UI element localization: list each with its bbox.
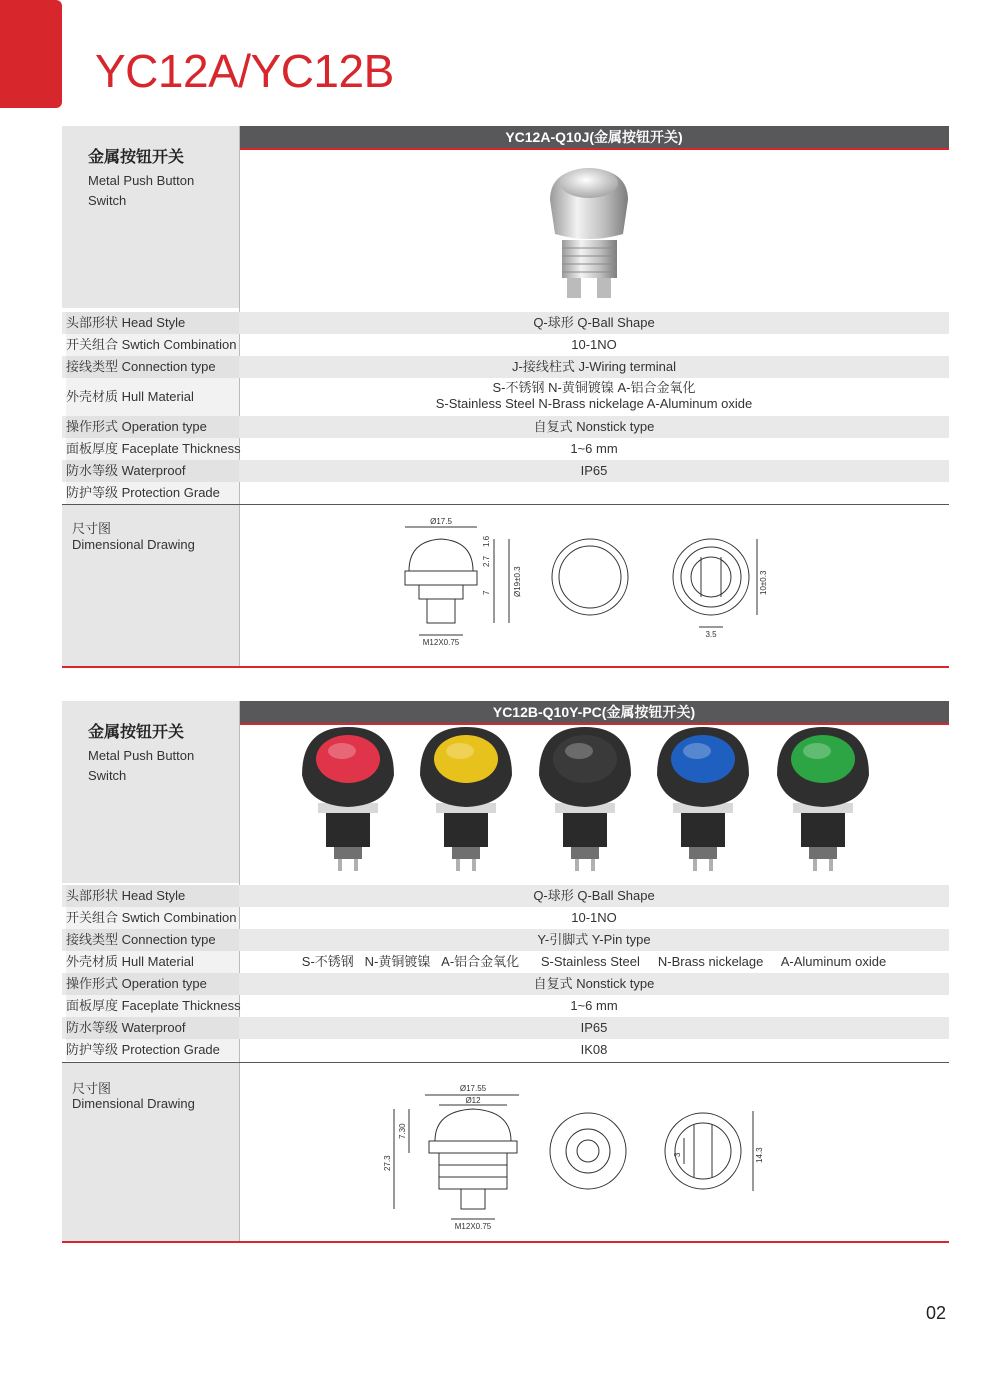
spec-label: 头部形状 Head Style <box>66 885 239 907</box>
spec-row-connection-type <box>62 356 949 378</box>
spec-label: 接线类型 Connection type <box>66 929 239 951</box>
spec-row-waterproof <box>62 1017 949 1039</box>
spec-row-operation-type <box>62 973 949 995</box>
dimension-title-cn: 尺寸图 <box>72 1081 112 1096</box>
dim-label-thread: M12X0.75 <box>454 1222 492 1231</box>
spec-row-operation-type <box>62 416 949 438</box>
section-bottom-rule <box>62 1241 949 1243</box>
dim-label-cap-height: 7.30 <box>398 1123 407 1139</box>
spec-label: 面板厚度 Faceplate Thickness <box>66 995 239 1017</box>
spec-value: 10-1NO <box>571 337 617 352</box>
button-cap-2 <box>420 727 512 871</box>
dim-label-diameter: Ø17.55 <box>459 1084 487 1093</box>
spec-row-waterproof <box>62 460 949 482</box>
spec-value: Q-球形 Q-Ball Shape <box>533 315 655 330</box>
spec-row-hull-material <box>62 951 949 973</box>
dimension-side-panel <box>62 505 239 666</box>
red-corner-tab <box>0 0 62 108</box>
spec-label: 防水等级 Waterproof <box>66 460 239 482</box>
dim-label-thread: M12X0.75 <box>422 638 460 647</box>
spec-label: 操作形式 Operation type <box>66 416 239 438</box>
spec-value: 自复式 Nonstick type <box>533 976 655 991</box>
spec-label: 接线类型 Connection type <box>66 356 239 378</box>
spec-label: 面板厚度 Faceplate Thickness <box>66 438 239 460</box>
dimension-side-panel <box>62 1063 239 1241</box>
dimension-title-cn: 尺寸图 <box>72 521 112 536</box>
spec-row-protection-grade <box>62 482 949 504</box>
dim-label-total: Ø19±0.3 <box>513 566 522 597</box>
spec-row-connection-type <box>62 929 949 951</box>
dimensional-drawing <box>239 1063 949 1241</box>
spec-value-line2: S-Stainless Steel N-Brass nickelage A-Aluminum oxide <box>435 396 753 411</box>
button-cap-5 <box>777 727 869 871</box>
dim-label-total: 27.3 <box>383 1155 392 1171</box>
button-cap-1 <box>302 727 394 871</box>
spec-value: 10-1NO <box>571 910 617 925</box>
product-side-panel <box>62 126 239 308</box>
spec-label: 防护等级 Protection Grade <box>66 482 239 504</box>
dim-label-cap-diameter: Ø12 <box>465 1096 481 1105</box>
spec-label: 外壳材质 Hull Material <box>66 951 239 973</box>
spec-row-switch-combination <box>62 334 949 356</box>
side-title: 金属按钮开关 <box>88 724 185 741</box>
product-photo <box>239 725 949 883</box>
side-subtitle: Metal Push Button Switch <box>88 748 195 783</box>
spec-label: 操作形式 Operation type <box>66 973 239 995</box>
product-header: YC12A-Q10J(金属按钮开关) <box>239 126 949 150</box>
section-bottom-rule <box>62 666 949 668</box>
colored-buttons-illustration <box>239 725 949 883</box>
spec-row-switch-combination <box>62 907 949 929</box>
spec-label: 防水等级 Waterproof <box>66 1017 239 1039</box>
spec-value: IK08 <box>580 1042 608 1057</box>
spec-row-faceplate-thickness <box>62 995 949 1017</box>
spec-label: 外壳材质 Hull Material <box>66 378 239 416</box>
dimension-title-en: Dimensional Drawing <box>72 537 195 552</box>
dim-label-terminal: 10±0.3 <box>759 570 768 595</box>
dim-label-collar: 2.7 <box>482 555 491 567</box>
button-cap-3 <box>539 727 631 871</box>
spec-label: 开关组合 Swtich Combination <box>66 334 239 356</box>
spec-value: Y-引脚式 Y-Pin type <box>537 932 651 947</box>
spec-row-head-style <box>62 312 949 334</box>
dim-label-pin: 3 <box>673 1152 682 1157</box>
product-side-panel <box>62 701 239 883</box>
dim-label-body: 7 <box>482 590 491 595</box>
spec-row-head-style <box>62 885 949 907</box>
spec-value: Q-球形 Q-Ball Shape <box>533 888 655 903</box>
button-cap-4 <box>657 727 749 871</box>
spec-label: 开关组合 Swtich Combination <box>66 907 239 929</box>
dim-label-width: 14.3 <box>755 1147 764 1163</box>
side-title: 金属按钮开关 <box>88 149 185 166</box>
spec-value: S-不锈钢 N-黄铜镀镍 A-铝合金氧化 S-Stainless Steel N-Brass nickelage A-Aluminum oxide <box>301 954 887 969</box>
spec-value: IP65 <box>580 1020 608 1035</box>
spec-value: 自复式 Nonstick type <box>533 419 655 434</box>
spec-value: 1~6 mm <box>570 998 618 1013</box>
product-header: YC12B-Q10Y-PC(金属按钮开关) <box>239 701 949 725</box>
product-block-yc12b <box>62 701 949 1243</box>
side-subtitle: Metal Push Button Switch <box>88 173 195 208</box>
dimensional-drawing <box>239 505 949 666</box>
dim-label-diameter: Ø17.5 <box>430 517 452 526</box>
spec-value: IP65 <box>580 463 608 478</box>
spec-value: J-接线柱式 J-Wiring terminal <box>512 359 676 374</box>
spec-value: 1~6 mm <box>570 441 618 456</box>
metal-button-illustration <box>239 150 949 308</box>
page-title: YC12A/YC12B <box>95 45 394 97</box>
dim-label-cap-height: 1.6 <box>482 535 491 547</box>
page-number: 02 <box>925 1303 946 1323</box>
spec-row-faceplate-thickness <box>62 438 949 460</box>
spec-value: S-不锈钢 N-黄铜镀镍 A-铝合金氧化 <box>492 380 696 395</box>
dim-label-pin: 3.5 <box>705 630 717 639</box>
product-block-yc12a <box>62 126 949 668</box>
spec-row-hull-material <box>62 378 949 416</box>
spec-label: 头部形状 Head Style <box>66 312 239 334</box>
product-photo <box>239 150 949 308</box>
spec-label: 防护等级 Protection Grade <box>66 1039 239 1061</box>
dimension-title-en: Dimensional Drawing <box>72 1096 195 1111</box>
spec-row-protection-grade <box>62 1039 949 1061</box>
